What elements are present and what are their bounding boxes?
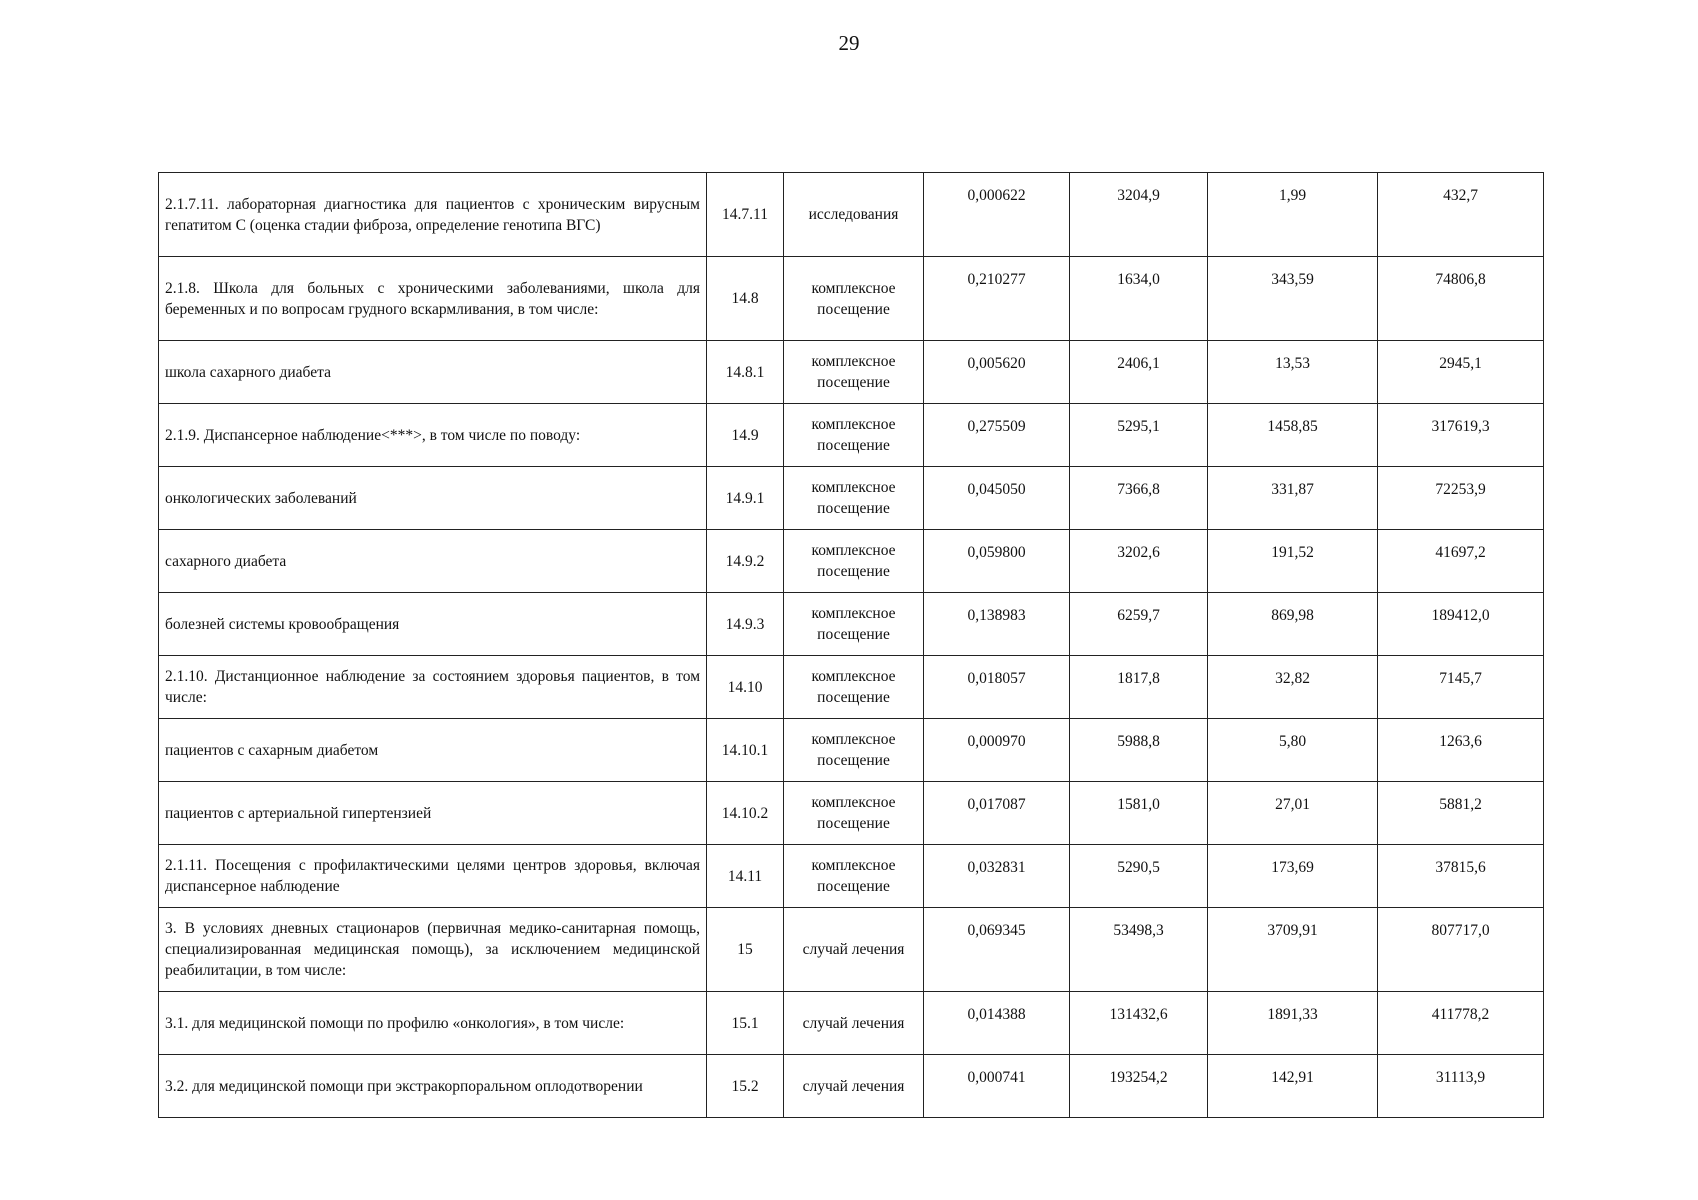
table-row xyxy=(159,257,1544,341)
row-value-1: 0,059800 xyxy=(924,530,1070,593)
row-code: 14.9.2 xyxy=(707,530,784,593)
row-value-1: 0,000970 xyxy=(924,719,1070,782)
row-value-4: 7145,7 xyxy=(1378,656,1544,719)
row-code: 14.8.1 xyxy=(707,341,784,404)
row-name: 2.1.9. Диспансерное наблюдение<***>, в том числе по поводу: xyxy=(159,404,707,467)
row-value-4: 189412,0 xyxy=(1378,593,1544,656)
row-unit: комплексное посещение xyxy=(784,845,924,908)
row-code: 14.9.3 xyxy=(707,593,784,656)
table-row xyxy=(159,173,1544,257)
row-code: 14.11 xyxy=(707,845,784,908)
row-value-1: 0,005620 xyxy=(924,341,1070,404)
row-name: школа сахарного диабета xyxy=(159,341,707,404)
row-name: 2.1.7.11. лабораторная диагностика для пациентов с хроническим вирусным гепатитом С (оценка стадии фиброза, определение генотипа ВГС) xyxy=(159,173,707,257)
row-value-1: 0,000741 xyxy=(924,1055,1070,1118)
row-value-2: 5988,8 xyxy=(1070,719,1208,782)
row-value-1: 0,017087 xyxy=(924,782,1070,845)
row-value-2: 131432,6 xyxy=(1070,992,1208,1055)
table-row xyxy=(159,530,1544,593)
table-row xyxy=(159,782,1544,845)
row-value-2: 6259,7 xyxy=(1070,593,1208,656)
row-unit: комплексное посещение xyxy=(784,341,924,404)
row-value-2: 7366,8 xyxy=(1070,467,1208,530)
row-unit: комплексное посещение xyxy=(784,782,924,845)
row-value-2: 1817,8 xyxy=(1070,656,1208,719)
row-value-2: 1634,0 xyxy=(1070,257,1208,341)
row-value-1: 0,045050 xyxy=(924,467,1070,530)
row-unit: комплексное посещение xyxy=(784,593,924,656)
table-row xyxy=(159,593,1544,656)
row-value-2: 53498,3 xyxy=(1070,908,1208,992)
row-name: пациентов с сахарным диабетом xyxy=(159,719,707,782)
table-row xyxy=(159,845,1544,908)
row-code: 14.10 xyxy=(707,656,784,719)
row-unit: случай лечения xyxy=(784,992,924,1055)
table-row xyxy=(159,1055,1544,1118)
row-value-1: 0,275509 xyxy=(924,404,1070,467)
row-value-3: 5,80 xyxy=(1208,719,1378,782)
row-value-4: 72253,9 xyxy=(1378,467,1544,530)
page-number: 29 xyxy=(838,31,860,55)
row-value-3: 331,87 xyxy=(1208,467,1378,530)
row-value-4: 317619,3 xyxy=(1378,404,1544,467)
row-value-4: 74806,8 xyxy=(1378,257,1544,341)
row-value-3: 3709,91 xyxy=(1208,908,1378,992)
row-value-3: 32,82 xyxy=(1208,656,1378,719)
row-code: 14.10.2 xyxy=(707,782,784,845)
row-value-1: 0,032831 xyxy=(924,845,1070,908)
row-unit: комплексное посещение xyxy=(784,656,924,719)
row-value-3: 142,91 xyxy=(1208,1055,1378,1118)
row-code: 14.8 xyxy=(707,257,784,341)
row-value-1: 0,018057 xyxy=(924,656,1070,719)
row-value-1: 0,138983 xyxy=(924,593,1070,656)
row-name: 2.1.8. Школа для больных с хроническими заболеваниями, школа для беременных и по вопросам грудного вскармливания, в том числе: xyxy=(159,257,707,341)
row-name: болезней системы кровообращения xyxy=(159,593,707,656)
row-name: 3.2. для медицинской помощи при экстракорпоральном оплодотворении xyxy=(159,1055,707,1118)
row-unit: комплексное посещение xyxy=(784,530,924,593)
row-value-3: 1458,85 xyxy=(1208,404,1378,467)
row-code: 15 xyxy=(707,908,784,992)
row-name: 2.1.10. Дистанционное наблюдение за состоянием здоровья пациентов, в том числе: xyxy=(159,656,707,719)
row-value-1: 0,210277 xyxy=(924,257,1070,341)
row-value-1: 0,014388 xyxy=(924,992,1070,1055)
row-value-3: 27,01 xyxy=(1208,782,1378,845)
row-code: 15.2 xyxy=(707,1055,784,1118)
table-row xyxy=(159,719,1544,782)
row-name: онкологических заболеваний xyxy=(159,467,707,530)
table-row xyxy=(159,467,1544,530)
row-unit: случай лечения xyxy=(784,908,924,992)
row-name: 3.1. для медицинской помощи по профилю «онкология», в том числе: xyxy=(159,992,707,1055)
row-name: сахарного диабета xyxy=(159,530,707,593)
row-value-4: 41697,2 xyxy=(1378,530,1544,593)
row-name: 3. В условиях дневных стационаров (первичная медико-санитарная помощь, специализированная медицинская помощь), за исключением медицинской реабилитации, в том числе: xyxy=(159,908,707,992)
row-unit: комплексное посещение xyxy=(784,257,924,341)
row-value-2: 5295,1 xyxy=(1070,404,1208,467)
row-value-2: 2406,1 xyxy=(1070,341,1208,404)
row-value-3: 1891,33 xyxy=(1208,992,1378,1055)
row-unit: исследования xyxy=(784,173,924,257)
row-name: пациентов с артериальной гипертензией xyxy=(159,782,707,845)
row-value-3: 869,98 xyxy=(1208,593,1378,656)
row-value-4: 807717,0 xyxy=(1378,908,1544,992)
row-value-3: 173,69 xyxy=(1208,845,1378,908)
row-value-4: 31113,9 xyxy=(1378,1055,1544,1118)
row-value-2: 193254,2 xyxy=(1070,1055,1208,1118)
row-unit: комплексное посещение xyxy=(784,404,924,467)
row-code: 15.1 xyxy=(707,992,784,1055)
row-value-4: 411778,2 xyxy=(1378,992,1544,1055)
table-row xyxy=(159,992,1544,1055)
row-value-3: 13,53 xyxy=(1208,341,1378,404)
row-value-3: 191,52 xyxy=(1208,530,1378,593)
norms-table xyxy=(158,172,1544,1118)
row-code: 14.10.1 xyxy=(707,719,784,782)
table-row xyxy=(159,404,1544,467)
row-value-2: 5290,5 xyxy=(1070,845,1208,908)
row-value-4: 2945,1 xyxy=(1378,341,1544,404)
row-code: 14.9 xyxy=(707,404,784,467)
row-value-1: 0,000622 xyxy=(924,173,1070,257)
table-row xyxy=(159,341,1544,404)
table-row xyxy=(159,656,1544,719)
row-value-4: 5881,2 xyxy=(1378,782,1544,845)
table-row xyxy=(159,908,1544,992)
row-value-2: 3202,6 xyxy=(1070,530,1208,593)
row-unit: комплексное посещение xyxy=(784,467,924,530)
row-name: 2.1.11. Посещения с профилактическими целями центров здоровья, включая диспансерное наблюдение xyxy=(159,845,707,908)
row-code: 14.7.11 xyxy=(707,173,784,257)
row-code: 14.9.1 xyxy=(707,467,784,530)
row-value-4: 432,7 xyxy=(1378,173,1544,257)
row-value-3: 343,59 xyxy=(1208,257,1378,341)
row-value-2: 3204,9 xyxy=(1070,173,1208,257)
row-unit: случай лечения xyxy=(784,1055,924,1118)
row-value-3: 1,99 xyxy=(1208,173,1378,257)
row-value-4: 1263,6 xyxy=(1378,719,1544,782)
row-value-1: 0,069345 xyxy=(924,908,1070,992)
row-unit: комплексное посещение xyxy=(784,719,924,782)
row-value-2: 1581,0 xyxy=(1070,782,1208,845)
row-value-4: 37815,6 xyxy=(1378,845,1544,908)
